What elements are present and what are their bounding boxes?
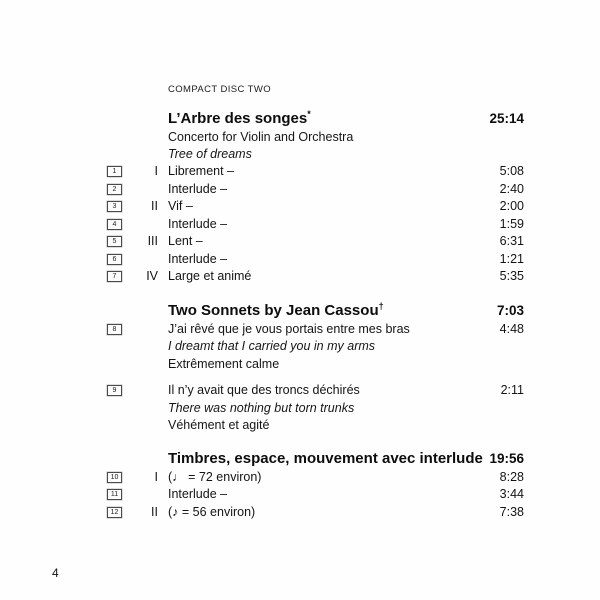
movement-numeral: I xyxy=(154,164,158,178)
work3-title-text: Timbres, espace, mouvement avec interlude xyxy=(168,449,483,467)
track-row-11 xyxy=(107,486,524,504)
track-number: 10 xyxy=(110,473,119,481)
track-title-with-metronome-note: (♪ = 56 environ) xyxy=(168,504,256,519)
track-duration: 3:44 xyxy=(499,487,524,501)
track-duration: 1:21 xyxy=(499,251,524,266)
track-number: 1 xyxy=(112,168,117,176)
movement-numeral: II xyxy=(151,199,158,213)
track-number: 3 xyxy=(112,203,117,211)
track-row-8 xyxy=(107,321,524,339)
track-title: Interlude – xyxy=(168,181,228,196)
work2-title xyxy=(168,301,384,321)
track-row-5 xyxy=(107,233,524,251)
track9-tempo-marking: Véhément et agité xyxy=(168,418,270,432)
work3-title xyxy=(168,449,483,469)
track-row-6 xyxy=(107,251,524,269)
work2-duration: 7:03 xyxy=(496,302,524,318)
track-number-box xyxy=(107,489,122,500)
track-title: Interlude – xyxy=(168,216,228,231)
work2-title-row xyxy=(168,301,524,321)
work1-title-row xyxy=(168,109,524,129)
track-number-box xyxy=(107,271,122,282)
track-number: 7 xyxy=(112,273,117,281)
track-number-box xyxy=(107,324,122,335)
track-title: J’ai rêvé que je vous portais entre mes bras xyxy=(168,321,410,336)
tracklist-content xyxy=(107,84,524,521)
track8-tempo-marking: Extrêmement calme xyxy=(168,356,280,371)
track-title: Lent – xyxy=(168,234,203,248)
track-title: Il n’y avait que des troncs déchirés xyxy=(168,383,360,397)
track-number: 5 xyxy=(112,238,117,246)
movement-numeral: III xyxy=(147,234,158,248)
track-number: 12 xyxy=(110,508,119,516)
track-row-9 xyxy=(107,382,524,400)
track-number-box xyxy=(107,219,122,230)
track-row-2 xyxy=(107,181,524,199)
work1-subtitle-translation: Tree of dreams xyxy=(168,147,252,161)
track-duration: 5:08 xyxy=(499,164,524,178)
track-number-box xyxy=(107,472,122,483)
track-number: 6 xyxy=(112,255,117,263)
track-number: 9 xyxy=(112,387,117,395)
track-duration: 2:40 xyxy=(499,181,524,196)
work2-title-text: Two Sonnets by Jean Cassou xyxy=(168,301,379,319)
track-number: 2 xyxy=(112,185,117,193)
track-number-box xyxy=(107,236,122,247)
work3-title-row xyxy=(168,449,524,469)
track-duration: 7:38 xyxy=(499,504,524,519)
work1-duration: 25:14 xyxy=(489,111,524,126)
track-duration: 4:48 xyxy=(499,321,524,336)
work3-duration: 19:56 xyxy=(489,450,524,466)
track8-translation: I dreamt that I carried you in my arms xyxy=(168,339,376,353)
track-title: Interlude – xyxy=(168,487,228,501)
movement-numeral: I xyxy=(154,469,158,484)
track-number: 4 xyxy=(112,220,117,228)
work2-footnote-marker: † xyxy=(378,300,384,311)
work1-title-text: L’Arbre des songes xyxy=(168,110,308,127)
track-number-box xyxy=(107,201,122,212)
track-row-1 xyxy=(107,163,524,181)
track-row-3 xyxy=(107,198,524,216)
track-title: Large et animé xyxy=(168,269,252,283)
track-row-12 xyxy=(107,504,524,522)
track-title-with-metronome-note: (♩ = 72 environ) xyxy=(168,469,262,484)
track-duration: 2:00 xyxy=(499,199,524,213)
track-number-box xyxy=(107,254,122,265)
work1-footnote-marker: * xyxy=(307,109,311,119)
track-number-box xyxy=(107,385,122,396)
work1-subtitle: Concerto for Violin and Orchestra xyxy=(168,130,354,144)
track-duration: 2:11 xyxy=(500,383,524,397)
track9-translation: There was nothing but torn trunks xyxy=(168,400,355,415)
movement-numeral: II xyxy=(151,504,158,519)
movement-numeral: IV xyxy=(146,269,158,283)
track-title: Vif – xyxy=(168,199,193,213)
track-row-10 xyxy=(107,469,524,487)
track-row-7 xyxy=(107,268,524,286)
disc-header: COMPACT DISC TWO xyxy=(168,84,271,95)
track-duration: 8:28 xyxy=(499,469,524,484)
track-number: 11 xyxy=(110,491,119,499)
work1-title xyxy=(168,109,311,129)
track-row-4 xyxy=(107,216,524,234)
track-title: Interlude – xyxy=(168,251,228,266)
track-duration: 1:59 xyxy=(499,216,524,231)
track-number-box xyxy=(107,507,122,518)
track-title: Librement – xyxy=(168,164,235,178)
track-number-box xyxy=(107,166,122,177)
page-number: 4 xyxy=(52,566,59,580)
track-number: 8 xyxy=(112,325,117,333)
track-duration: 6:31 xyxy=(499,234,524,248)
track-number-box xyxy=(107,184,122,195)
track-duration: 5:35 xyxy=(499,269,524,283)
